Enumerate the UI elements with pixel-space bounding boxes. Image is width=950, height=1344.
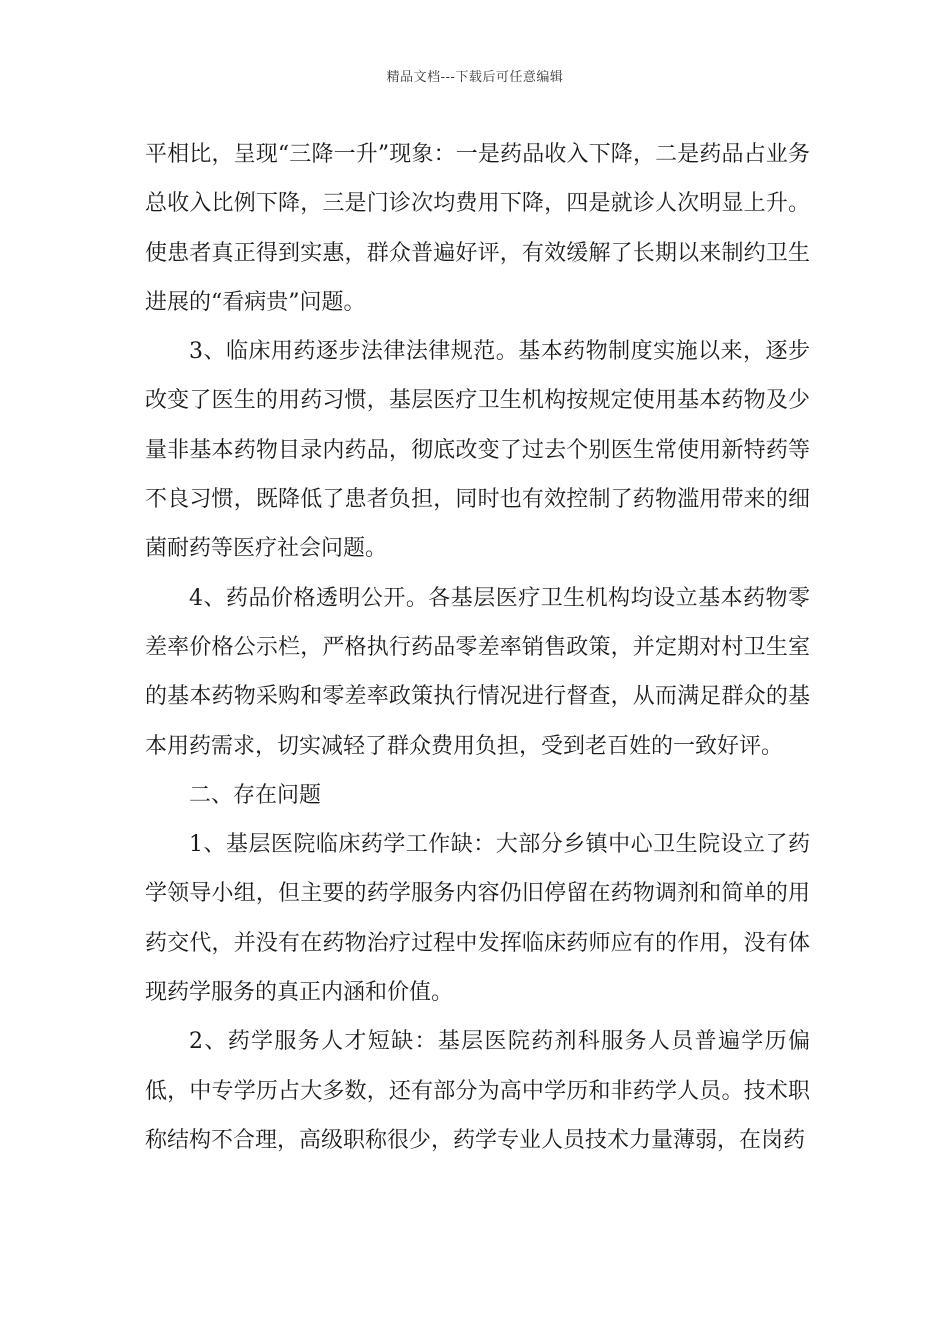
page-header: 精品文档---下载后可任意编辑: [386, 70, 564, 85]
paragraph-6: 2、药学服务人才短缺：基层医院药剂科服务人员普遍学历偏低，中专学历占大多数，还有部分为高中学历和非药学人员。技术职称结构不合理，高级职称很少，药学专业人员技术力量薄弱，在岗药: [145, 1029, 810, 1153]
paragraph-3: 4、药品价格透明公开。各基层医疗卫生机构均设立基本药物零差率价格公示栏，严格执行药品零差率销售政策，并定期对村卫生室的基本药物采购和零差率政策执行情况进行督查，从而满足群众的基本用药需求，切实减轻了群众费用负担，受到老百姓的一致好评。: [145, 585, 810, 759]
paragraph-1: 平相比，呈现“三降一升”现象：一是药品收入下降，二是药品占业务总收入比例下降，三是门诊次均费用下降，四是就诊人次明显上升。使患者真正得到实惠，群众普遍好评，有效缓解了长期以来制约卫生进展的“看病贵”问题。: [145, 142, 810, 315]
document-body: [145, 130, 810, 1165]
paragraph-2: 3、临床用药逐步法律法律规范。基本药物制度实施以来，逐步改变了医生的用药习惯，基层医疗卫生机构按规定使用基本药物及少量非基本药物目录内药品，彻底改变了过去个别医生常使用新特药等不良习惯，既降低了患者负担，同时也有效控制了药物滥用带来的细菌耐药等医疗社会问题。: [145, 339, 810, 562]
section-heading: 二、存在问题: [189, 782, 322, 808]
paragraph-5: 1、基层医院临床药学工作缺：大部分乡镇中心卫生院设立了药学领导小组，但主要的药学服务内容仍旧停留在药物调剂和简单的用药交代，并没有在药物治疗过程中发挥临床药师应有的作用，没有体现药学服务的真正内涵和价值。: [145, 832, 810, 1006]
